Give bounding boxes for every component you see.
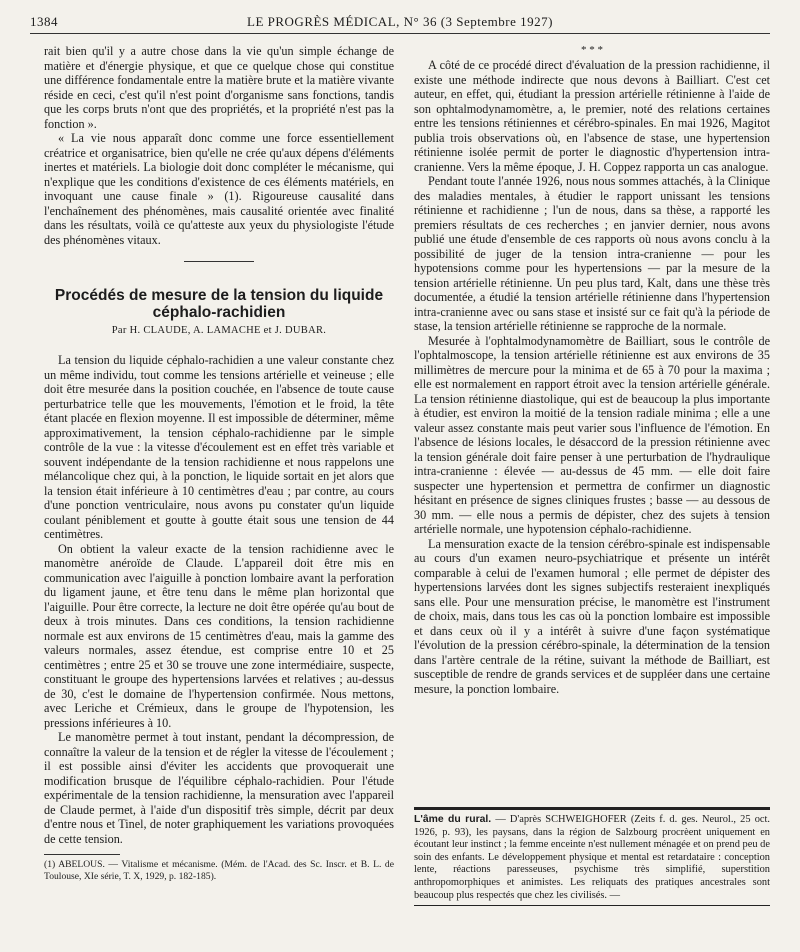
article-byline: Par H. CLAUDE, A. LAMACHE et J. DUBAR.	[111, 324, 327, 336]
news-heading: L'âme du rural.	[414, 814, 492, 825]
section-divider	[44, 254, 394, 269]
news-box	[414, 807, 770, 906]
paragraph: Le manomètre permet à tout instant, pendant la décompression, de connaître la valeur de la tension et de régler la vitesse de l'écoulement ; il est possible ainsi d'éviter les accidents que provoquerait une modification brusque de l'équilibre céphalo-rachidien. Pour l'étude expérimentale de la tension rachidienne, la mensuration avec l'appareil de Claude permet, à l'aide d'un dispositif très simple, décrit par deux d'entre nous et Tinel, de noter graphiquement les variations provoquées de cette tension.	[44, 730, 394, 846]
running-header	[30, 14, 770, 32]
journal-title: LE PROGRÈS MÉDICAL, N° 36 (3 Septembre 1927)	[247, 14, 553, 29]
paragraph: Pendant toute l'année 1926, nous nous sommes attachés, à la Clinique des maladies mentales, à étudier le rapport unissant les tensions rétinienne et rachidienne ; l'un de nous, dans sa thèse, a rapporté les premiers résultats de ces recherches ; en janvier dernier, nous avons publié une étude d'ensemble de ces rapports où nous avons conclu à la possibilité de juger de la tension intra-cranienne — pour les hypotensions comme pour les hypertensions — par la mesure de la tension artérielle rétinienne. Un peu plus tard, Kalt, dans une thèse très documentée, a étudié la tension artérielle rétinienne dans l'hypertension intra-cranienne avec ou sans stase et insisté sur ce fait qu'à la période de stase, la tension artérielle rétinienne se rapproche de la normale.	[414, 174, 770, 333]
right-column	[414, 44, 770, 696]
news-box-rule	[414, 905, 770, 906]
footnote: (1) ABELOUS. — Vitalisme et mécanisme. (Mém. de l'Acad. des Sc. Inscr. et B. L. de Toulouse, XIe série, T. X, 1929, p. 182-185).	[44, 859, 394, 882]
paragraph: rait bien qu'il y a autre chose dans la vie qu'un simple échange de matière et d'énergie physique, et que ce quelque chose qui constitue une différence fondamentale entre la matière brute et la matière vivante réside en ceci, c'est qu'il n'est point d'organisme sans fonctions, tandis que les corps bruts n'ont que des propriétés, et la propriété n'est pas la fonction ».	[44, 44, 394, 131]
paragraph: On obtient la valeur exacte de la tension rachidienne avec le manomètre anéroïde de Claude. L'appareil doit être mis en communication avec l'aiguille à ponction lombaire avant la perforation du ligament jaune, et être tenu dans le même plan horizontal que l'aiguille. Pour être correcte, la lecture ne doit être opérée qu'au bout de deux à trois minutes. Dans ces conditions, la tension rachidienne normale est aux environs de 15 centimètres d'eau, mais la gamme des valeurs normales, assez étendue, est comprise entre 10 et 25 centimètres ; entre 25 et 30 se trouve une zone intermédiaire, suspecte, constituant le groupe des hypertensions larvées et relatives ; au-dessus de 30, c'est le domaine de l'hypertension confirmée. Nous mettons, avec Leriche et Crémieux, dans le groupe de l'hypotension, les pressions inférieures à 10.	[44, 541, 394, 730]
article-title: Procédés de mesure de la tension du liquide céphalo-rachidien	[54, 286, 384, 321]
header-rule	[30, 33, 770, 34]
page-number: 1384	[30, 14, 58, 29]
paragraph: « La vie nous apparaît donc comme une force essentiellement créatrice et organisatrice, bien qu'elle ne crée qu'aux dépens d'éléments inertes et matériels. La biologie doit donc compléter le mécanisme, qui n'explique que les conditions d'existence de ces éléments matériels, en invoquant une cause finale » (1). Rigoureuse causalité dans l'enchaînement des phénomènes, mais causalité orientée avec finalité dans les résultats, voilà ce qu'atteste aux yeux du physiologiste l'étude des phénomènes vitaux.	[44, 131, 394, 247]
paragraph: A côté de ce procédé direct d'évaluation de la pression rachidienne, il existe une méthode indirecte que nous devons à Bailliart. C'est cet auteur, en effet, qui, étudiant la pression artérielle rétinienne à l'aide de son ophtalmodynamomètre, a, le premier, noté des relations certaines entre les tensions rétiniennes et cérébro-spinales. En mai 1926, Magitot publia trois observations où, en l'absence de stase, une hypertension rétinienne isolée permit de porter le diagnostic d'hypertension intra-cranienne. Vers la même époque, J. H. Coppez rapporta un cas analogue.	[414, 58, 770, 174]
paragraph: La mensuration exacte de la tension cérébro-spinale est indispensable au cours d'un examen neuro-psychiatrique et présente un intérêt comparable à celui de l'examen humoral ; elle permet de dépister des hypertensions larvées dont les signes subjectifs resteraient inexpliqués sans elle. Pour une mensuration précise, le manomètre est l'instrument de choix, mais, dans tous les cas où la ponction lombaire est impossible et dans ceux où il y a intérêt à suivre d'une façon systématique l'évolution de la pression cérébro-spinale, la détermination de la tension dans l'artère centrale de la rétine, suivant la méthode de Bailliart, est susceptible de rendre de grands services et de suppléer dans une certaine mesure, la ponction lombaire.	[414, 536, 770, 696]
paragraph: Mesurée à l'ophtalmodynamomètre de Bailliart, sous le contrôle de l'ophtalmoscope, la tension artérielle rétinienne est aux environs de 35 millimètres de mercure pour la minima et de 65 à 70 pour la maxima ; elle est normalement en rapport étroit avec la tension artérielle générale. La tension rétinienne diastolique, qui est de beaucoup la plus importante à étudier, est environ la moitié de la tension radiale minima ; elle a une valeur assez constante mais peut varier sous l'influence de l'émotion. En l'absence de lésions locales, le désaccord de la pression rétinienne avec la tension générale doit faire penser à une perturbation de l'hydraulique intra-cranienne : élevée — au-dessus de 45 mm. — elle doit faire suspecter une hypertension et permettra de confirmer un diagnostic hésitant en présence de signes cliniques frustes ; basse — au dessous de 30 mm. — elle nous a permis de dépister, chez des sujets à tension artérielle normale, une hypotension céphalo-rachidienne.	[414, 333, 770, 536]
paragraph: La tension du liquide céphalo-rachidien a une valeur constante chez un même individu, tout comme les tensions artérielle et veineuse ; elle doit être mesurée dans la position couchée, en l'absence de toute cause perturbatrice telle que les mouvements, l'émotion et le froid, la tête étant placée en flexion moyenne. Il est impossible de déterminer, même approximativement, la tension céphalo-rachidienne par le simple contrôle de la vue : la vitesse d'écoulement est en effet très variable et souvent indépendante de la tension rachidienne et nous rappelons une mélancolique chez qui, à la ponction, le liquide sortait en jet alors que la tension était inférieure à 10 centimètres d'eau ; par contre, au cours d'une ponction ventriculaire, nous avons pu constater qu'un liquide coulant péniblement et goutte à goutte était sous une tension de 44 centimètres.	[44, 353, 394, 541]
footnote-rule	[44, 854, 120, 855]
left-column	[44, 44, 394, 846]
news-text: — D'après SCHWEIGHOFER (Zeits f. d. ges. Neurol., 25 oct. 1926, p. 93), les paysans, dans la région de Salzbourg procrèent uniquement en écoutant leur instinct ; la femme enceinte n'est nullement ménagée et on prend peu de soin des enfants. Le développement physique et mental est retardataire : conception lente, réactions paresseuses, psychisme très simplifié, superstition anthropomorphiques et animistes. Les reliquats des pratiques ancestrales sont beaucoup plus respectés que chez les civilisés. —	[414, 814, 770, 901]
section-stars: * * *	[581, 44, 603, 56]
